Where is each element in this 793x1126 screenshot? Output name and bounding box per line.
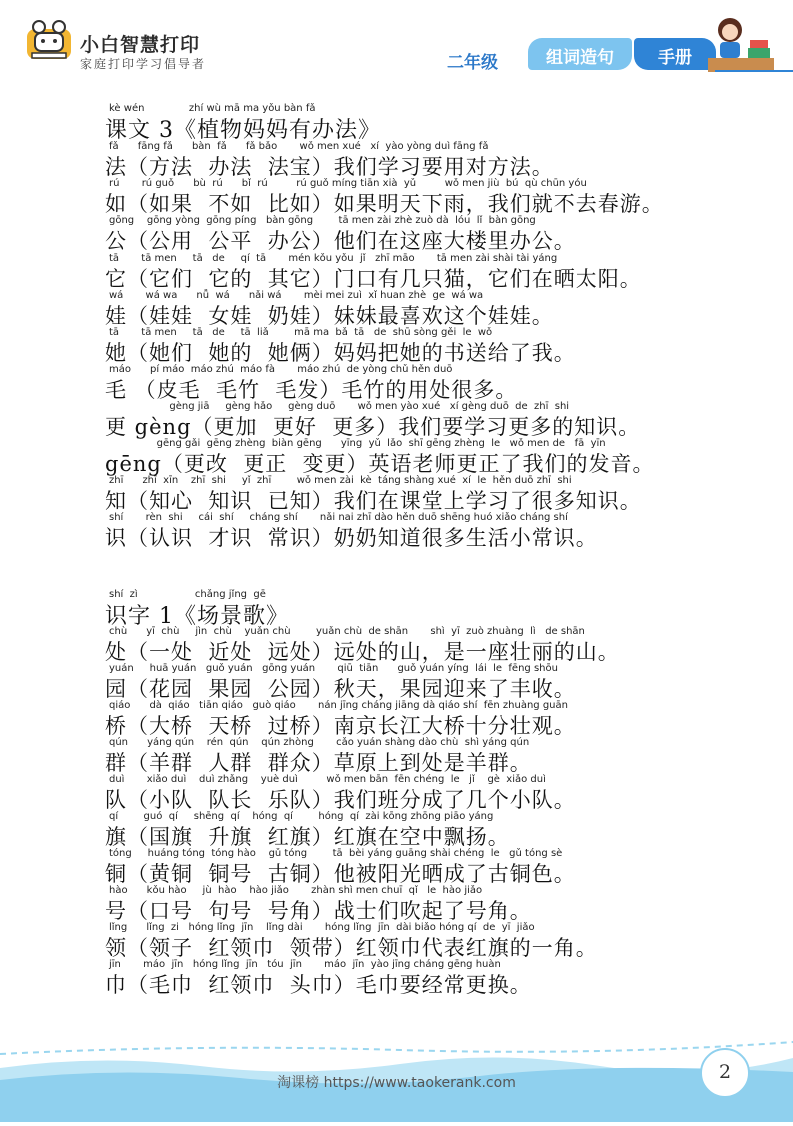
line-pinyin: gēng gǎi gēng zhèng biàn gēng yīng yǔ lǎo shī gēng zhèng le wǒ men de fā yīn [109, 438, 606, 449]
line-text: 队（小队 队长 乐队）我们班分成了几个小队。 [105, 788, 576, 812]
line-text: 她（她们 她的 她俩）妈妈把她的书送给了我。 [105, 341, 576, 365]
page-number: 2 [718, 1061, 732, 1083]
line-pinyin: zhī zhī xīn zhī shi yǐ zhī wǒ men zài kè táng shàng xué xí le hěn duō zhī shi [109, 475, 572, 486]
title-text: 课文 3《植物妈妈有办法》 [105, 118, 381, 143]
line-text: 处（一处 近处 远处）远处的山，是一座壮丽的山。 [105, 640, 620, 664]
line-pinyin: gōng gōng yòng gōng píng bàn gōng tā men zài zhè zuò dà lóu lǐ bàn gōng [109, 215, 536, 226]
line-text: 知（知心 知识 已知）我们在课堂上学习了很多知识。 [105, 489, 642, 513]
line-text: 园（花园 果园 公园）秋天，果园迎来了丰收。 [105, 677, 576, 701]
line-text: 毛 （皮毛 毛竹 毛发）毛竹的用处很多。 [105, 378, 518, 402]
line-text: 更 gèng（更加 更好 更多）我们要学习更多的知识。 [105, 415, 641, 439]
handbook-tag-label: 手册 [658, 48, 692, 68]
line-text: 领（领子 红领巾 领带）红领巾代表红旗的一角。 [105, 936, 598, 960]
brand-slogan: 家庭打印学习倡导者 [80, 57, 207, 71]
line-pinyin: tā tā men tā de qí tā mén kǒu yǒu jǐ zhī māo tā men zài shài tài yáng [109, 253, 558, 264]
line-text: 巾（毛巾 红领巾 头巾）毛巾要经常更换。 [105, 973, 532, 997]
title-text: 识字 1《场景歌》 [105, 604, 289, 629]
line-text: 旗（国旗 升旗 红旗）红旗在空中飘扬。 [105, 825, 510, 849]
page-number-badge [700, 1048, 750, 1098]
line-pinyin: duì xiǎo duì duì zhǎng yuè duì wǒ men bān fēn chéng le jǐ gè xiǎo duì [109, 774, 546, 785]
line-pinyin: qí guó qí shēng qí hóng qí hóng qí zài kōng zhōng piāo yáng [109, 811, 494, 822]
topic-tag-label: 组词造句 [546, 48, 614, 68]
line-text: gēng（更改 更正 变更）英语老师更正了我们的发音。 [105, 452, 655, 476]
footer-site: 淘课榜 https://www.taokerank.com [277, 1075, 516, 1091]
line-text: 法（方法 办法 法宝）我们学习要用对方法。 [105, 155, 554, 179]
line-text: 识（认识 才识 常识）奶奶知道很多生活小常识。 [105, 526, 598, 550]
line-text: 群（羊群 人群 群众）草原上到处是羊群。 [105, 751, 532, 775]
line-pinyin: máo pí máo máo zhú máo fà máo zhú de yòng chǔ hěn duō [109, 364, 453, 375]
line-text: 它（它们 它的 其它）门口有几只猫，它们在晒太阳。 [105, 267, 642, 291]
line-pinyin: chù yī chù jìn chù yuǎn chù yuǎn chù de shān shì yī zuò zhuàng lì de shān [109, 626, 585, 637]
line-text: 桥（大桥 天桥 过桥）南京长江大桥十分壮观。 [105, 714, 576, 738]
line-pinyin: yuán huā yuán guǒ yuán gōng yuán qiū tiān guǒ yuán yíng lái le fēng shōu [109, 663, 558, 674]
line-pinyin: qún yáng qún rén qún qún zhòng cǎo yuán shàng dào chù shì yáng qún [109, 737, 530, 748]
grade-label: 二年级 [447, 53, 498, 73]
header-rule [715, 70, 793, 72]
line-pinyin: lǐng lǐng zi hóng lǐng jīn lǐng dài hóng lǐng jīn dài biǎo hóng qí de yī jiǎo [109, 922, 535, 933]
line-pinyin: rú rú guǒ bù rú bǐ rú rú guǒ míng tiān xià yǔ wǒ men jiù bú qù chūn yóu [109, 178, 587, 189]
line-pinyin: shí rèn shi cái shí cháng shí nǎi nai zhī dào hěn duō shēng huó xiǎo cháng shí [109, 512, 568, 523]
brand-name: 小白智慧打印 [80, 34, 201, 56]
topic-tag [528, 38, 632, 70]
girl-reading-icon [700, 10, 780, 76]
line-pinyin: jīn máo jīn hóng lǐng jīn tóu jīn máo jīn yào jīng cháng gēng huàn [109, 959, 501, 970]
dog-logo-icon [24, 15, 74, 65]
line-pinyin: gèng jiā gèng hǎo gèng duō wǒ men yào xué xí gèng duō de zhī shi [109, 401, 570, 412]
line-text: 铜（黄铜 铜号 古铜）他被阳光晒成了古铜色。 [105, 862, 576, 886]
page-header [0, 0, 793, 80]
line-pinyin: wá wá wa nǚ wá nǎi wá mèi mei zuì xǐ huan zhè ge wá wa [109, 290, 484, 301]
line-pinyin: fǎ fāng fǎ bàn fǎ fǎ bǎo wǒ men xué xí yào yòng duì fāng fǎ [109, 141, 489, 152]
line-pinyin: tā tā men tā de tā liǎ mā ma bǎ tā de shū sòng gěi le wǒ [109, 327, 493, 338]
title-pinyin: shí zì chǎng jǐng gē [109, 589, 266, 600]
line-text: 娃（娃娃 女娃 奶娃）妹妹最喜欢这个娃娃。 [105, 304, 554, 328]
line-pinyin: qiáo dà qiáo tiān qiáo guò qiáo nán jīng cháng jiāng dà qiáo shí fēn zhuàng guān [109, 700, 568, 711]
title-pinyin: kè wén zhí wù mā ma yǒu bàn fǎ [109, 103, 316, 114]
line-pinyin: tóng huáng tóng tóng hào gǔ tóng tā bèi yáng guāng shài chéng le gǔ tóng sè [109, 848, 563, 859]
line-text: 如（如果 不如 比如）如果明天下雨，我们就不去春游。 [105, 192, 664, 216]
line-pinyin: hào kǒu hào jù hào hào jiǎo zhàn shì men chuī qǐ le hào jiǎo [109, 885, 483, 896]
line-text: 号（口号 句号 号角）战士们吹起了号角。 [105, 899, 532, 923]
line-text: 公（公用 公平 办公）他们在这座大楼里办公。 [105, 229, 576, 253]
